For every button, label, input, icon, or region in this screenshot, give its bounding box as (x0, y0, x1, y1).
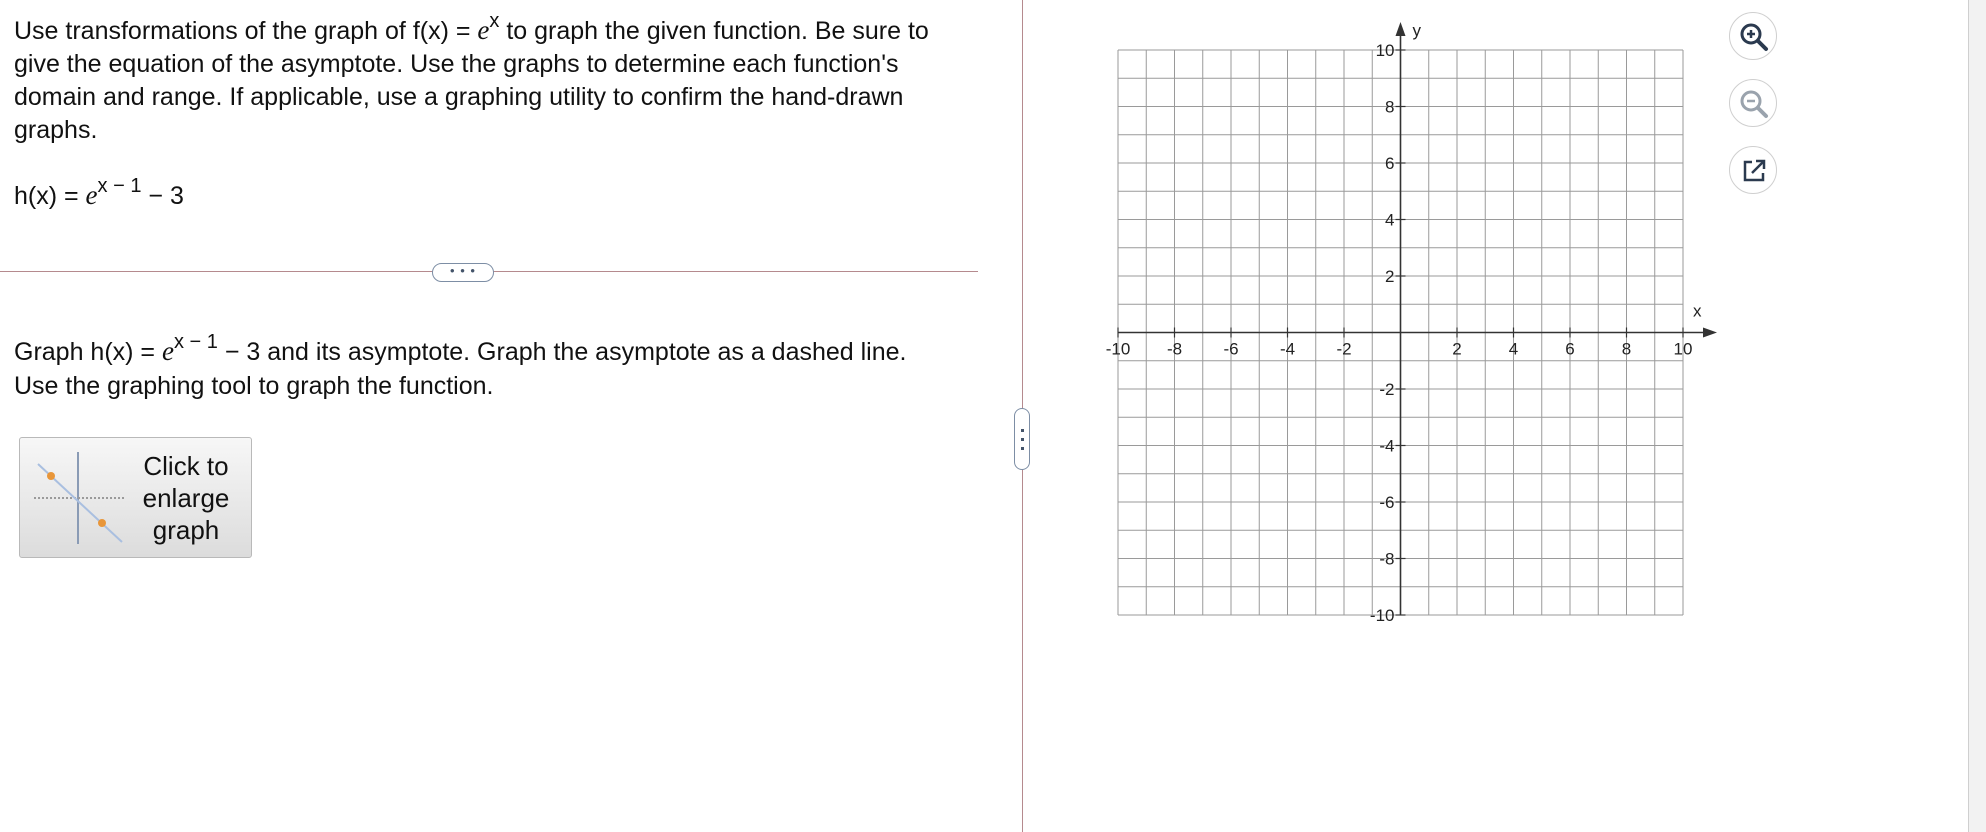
y-tick-label: 4 (1385, 210, 1395, 230)
axes (1118, 22, 1717, 615)
x-tick-label: -2 (1336, 339, 1352, 359)
y-tick-label: -8 (1379, 549, 1395, 569)
x-tick-label: 2 (1452, 339, 1462, 359)
graph-thumbnail-icon (30, 448, 130, 548)
y-tick-label: -4 (1379, 436, 1395, 456)
enlarge-graph-button[interactable] (19, 437, 252, 558)
zoom-out-button[interactable] (1729, 79, 1777, 127)
x-tick-label: 4 (1508, 339, 1519, 359)
x-tick-label: 6 (1565, 339, 1575, 359)
function-equation: $h(x) = e^{x - 1} - 3$ (14, 174, 184, 210)
x-axis-label: x (1693, 301, 1702, 321)
y-tick-label: -6 (1379, 493, 1395, 512)
x-tick-label: -6 (1223, 339, 1239, 359)
zoom-in-button[interactable] (1729, 12, 1777, 60)
graph-canvas[interactable] (1090, 10, 1740, 630)
y-tick-label: 6 (1385, 154, 1395, 173)
zoom-out-icon (1738, 88, 1770, 120)
y-tick-label: 2 (1385, 267, 1395, 286)
y-tick-label: -10 (1369, 606, 1395, 625)
enlarge-label: Click to enlarge graph (142, 451, 230, 545)
instruction-text: Graph $h(x) = e^{x - 1} - 3$ and its asymptote. Graph the asymptote as a dashed line. Use the graphing tool to graph the function. (14, 330, 907, 400)
x-axis-arrow (1703, 328, 1717, 338)
e-symbol: e (477, 15, 490, 45)
y-axis-arrow (1396, 22, 1406, 36)
popout-button[interactable] (1729, 146, 1777, 194)
x-tick-label: 10 (1673, 339, 1693, 359)
external-link-icon (1738, 155, 1770, 187)
show-more-button[interactable]: • • • (432, 263, 494, 282)
y-tick-label: 10 (1375, 41, 1395, 60)
x-tick-label: -8 (1166, 339, 1183, 359)
x-tick-label: -4 (1279, 339, 1296, 359)
x-tick-label: 8 (1621, 339, 1632, 359)
exponent: x (489, 9, 500, 32)
y-tick-label: -2 (1379, 380, 1395, 399)
y-axis-label: y (1412, 21, 1421, 40)
adjacent-window-edge (1968, 0, 1986, 832)
splitter-handle[interactable] (1014, 408, 1030, 470)
x-tick-label: -10 (1105, 339, 1131, 359)
y-tick-label: 8 (1385, 97, 1395, 117)
zoom-in-icon (1738, 21, 1770, 53)
question-text: Use transformations of the graph of $f(x) = e^x$ to graph the given function. Be sure to give the equation of the asymptote. Use the graphs to determine each function's domain and range. If applicable, use a graphing utility to confirm the hand-drawn graphs. (14, 9, 929, 144)
